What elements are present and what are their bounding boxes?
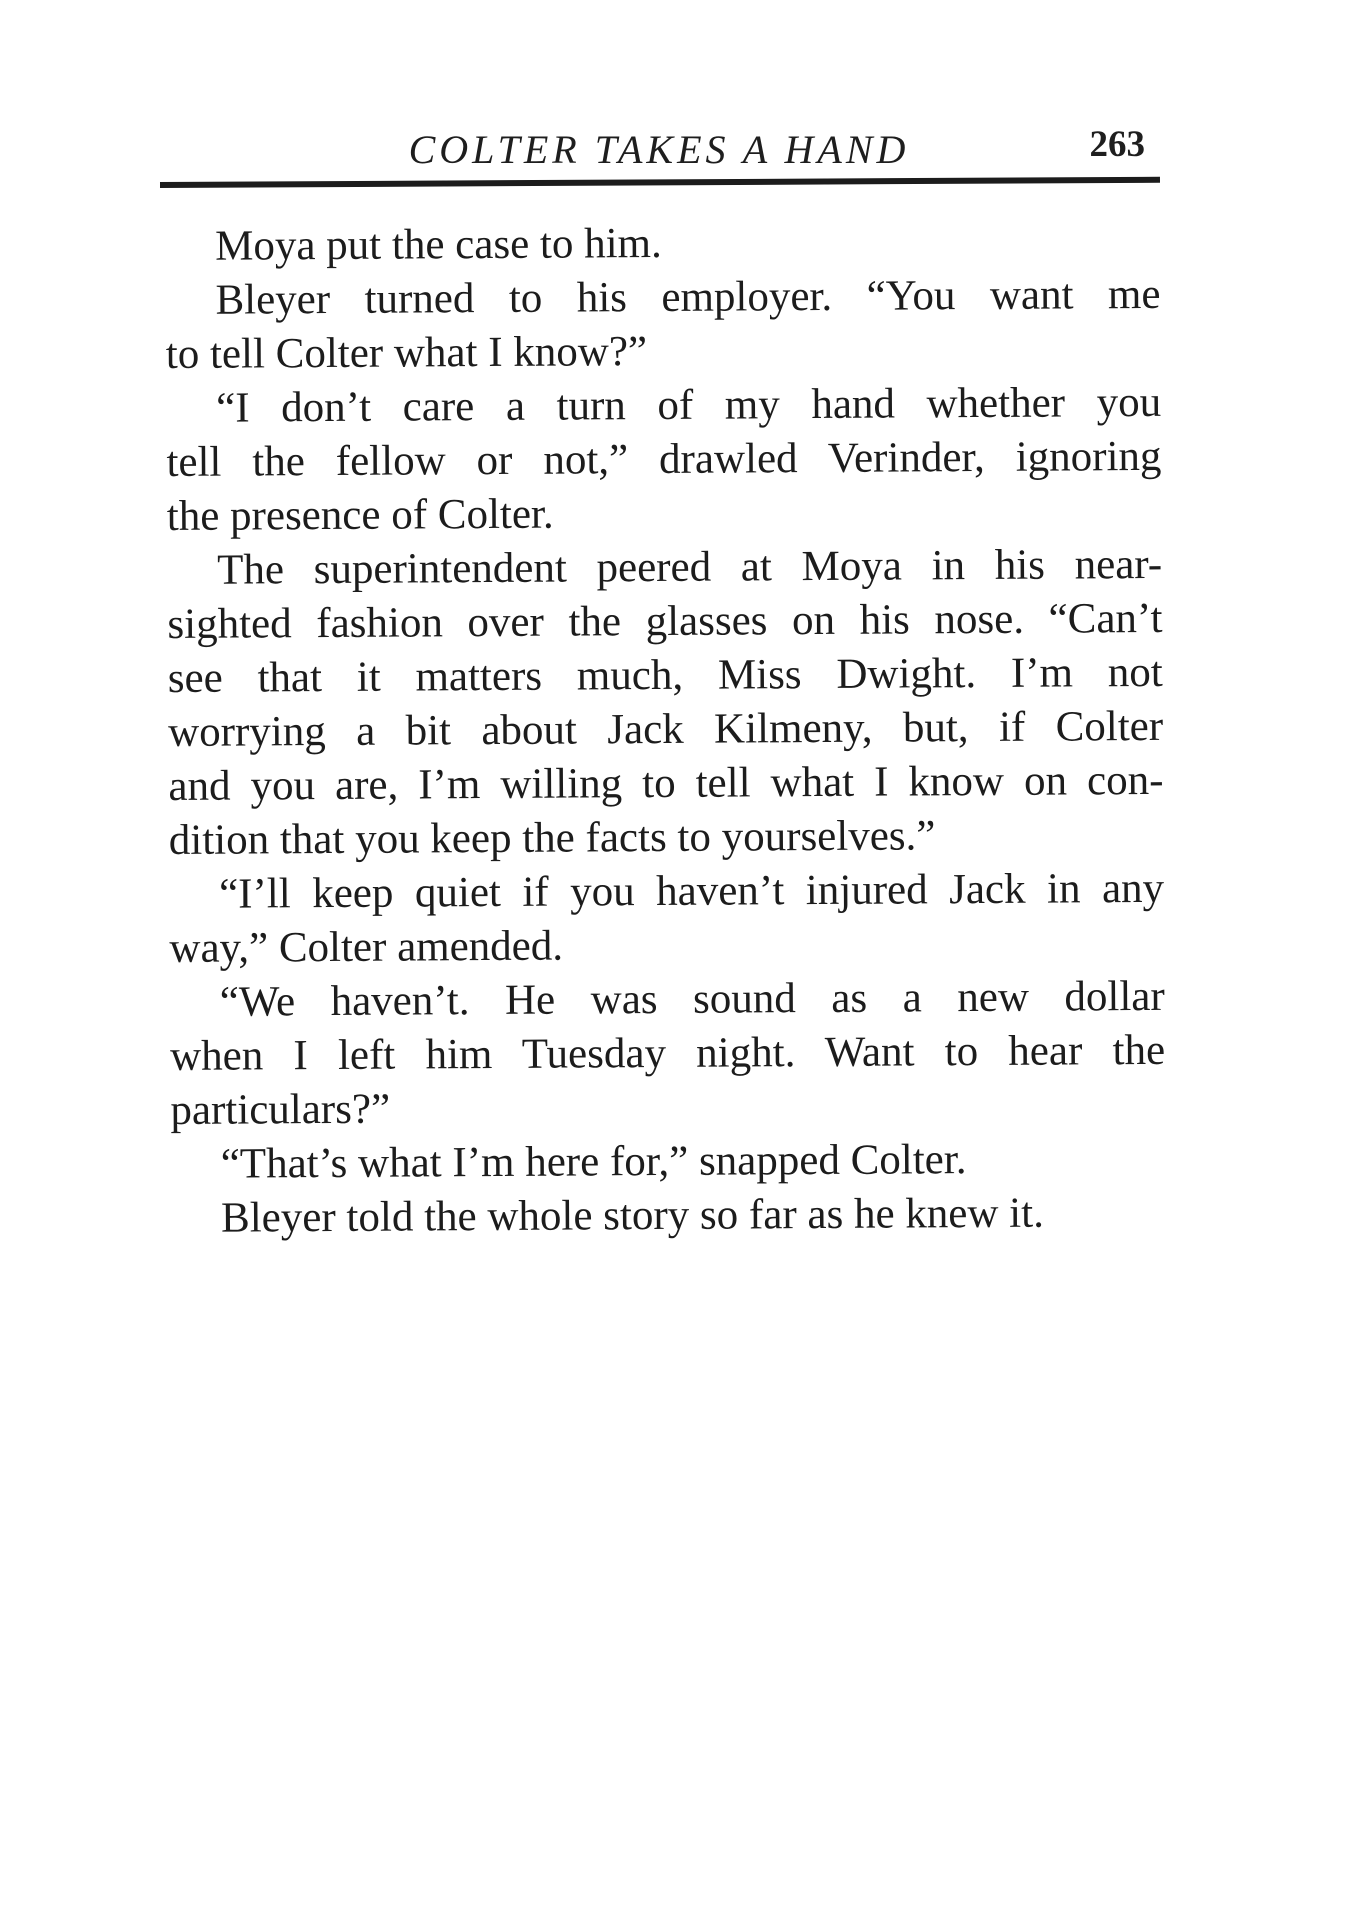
text-line: “That’s what I’m here for,” snapped Colter. [220, 1136, 967, 1188]
text-line: Bleyer told the whole story so far as he knew it. [220, 1189, 1045, 1242]
text-line: Moya put the case to him. [215, 219, 662, 270]
text-line: when I left him Tuesday night. Want to hear the [169, 1026, 1166, 1080]
text-line: The superintendent peered at Moya in his near- [216, 540, 1163, 594]
text-line: the presence of Colter. [166, 490, 554, 540]
chapter-title: COLTER TAKES A HAND [408, 127, 910, 172]
body-text [165, 214, 1166, 1246]
text-line: “I don’t care a turn of my hand whether you [216, 378, 1162, 432]
running-head [165, 118, 1153, 178]
text-line: “We haven’t. He was sound as a new dollar [219, 972, 1165, 1026]
text-line: and you are, I’m willing to tell what I know on con- [168, 756, 1164, 810]
text-line: Bleyer turned to his employer. “You want me [215, 270, 1161, 324]
text-line: worrying a bit about Jack Kilmeny, but, if Colter [167, 702, 1164, 756]
text-line: way,” Colter amended. [169, 922, 564, 972]
text-line: sighted fashion over the glasses on his nose. “Can’t [167, 594, 1163, 648]
text-line: see that it matters much, Miss Dwight. I’m not [167, 648, 1163, 702]
text-line: “I’ll keep quiet if you haven’t injured Jack in any [218, 864, 1165, 918]
header-rule [160, 177, 1160, 188]
text-line: to tell Colter what I know?” [165, 328, 648, 378]
text-line: dition that you keep the facts to yourselves.” [168, 812, 936, 864]
text-line: tell the fellow or not,” drawled Verinder, ignoring [166, 432, 1162, 486]
page-number: 263 [1089, 124, 1145, 165]
text-line: particulars?” [170, 1085, 391, 1134]
